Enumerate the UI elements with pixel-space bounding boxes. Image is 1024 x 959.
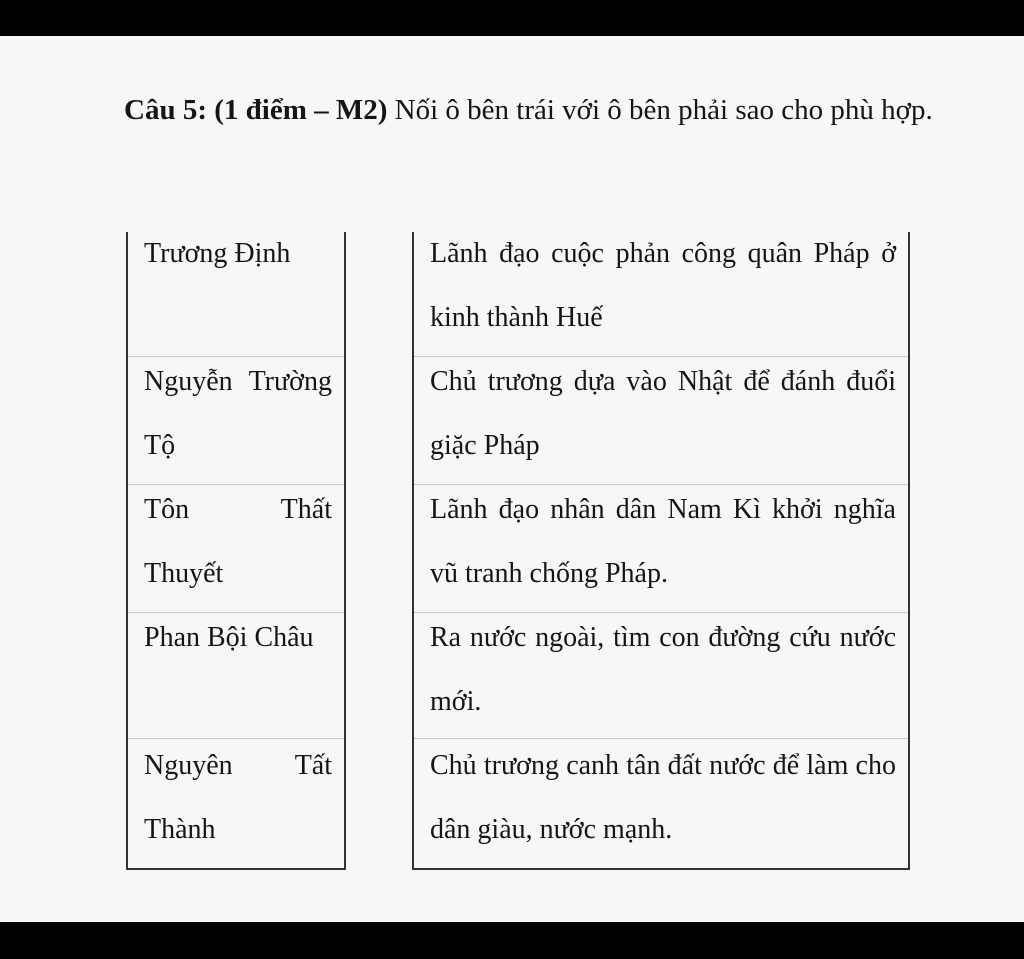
left-item-4[interactable]: Phan Bội Châu: [144, 622, 314, 653]
question-instruction: Nối ô bên trái với ô bên phải sao cho phù hợp.: [387, 94, 933, 126]
left-item-1[interactable]: Trương Định: [144, 238, 291, 269]
right-item-1[interactable]: Lãnh đạo cuộc phản công quân Pháp ở kinh thành Huế: [430, 238, 896, 333]
question-text: [114, 84, 934, 137]
left-column-box: [126, 232, 346, 870]
question-label: Câu 5: (1 điểm – M2): [124, 94, 388, 126]
right-item-4[interactable]: Ra nước ngoài, tìm con đường cứu nước mới.: [430, 622, 896, 717]
left-item-3[interactable]: Tôn Thất Thuyết: [144, 494, 332, 589]
left-item-5[interactable]: Nguyên Tất Thành: [144, 750, 332, 845]
right-item-2[interactable]: Chủ trương dựa vào Nhật để đánh đuổi giặc Pháp: [430, 366, 896, 461]
left-item-2[interactable]: Nguyễn Trường Tộ: [144, 366, 332, 461]
document-page: [0, 36, 1024, 922]
right-item-3[interactable]: Lãnh đạo nhân dân Nam Kì khởi nghĩa vũ tranh chống Pháp.: [430, 494, 896, 589]
right-item-5[interactable]: Chủ trương canh tân đất nước để làm cho dân giàu, nước mạnh.: [430, 750, 896, 845]
right-column-box: [412, 232, 910, 870]
